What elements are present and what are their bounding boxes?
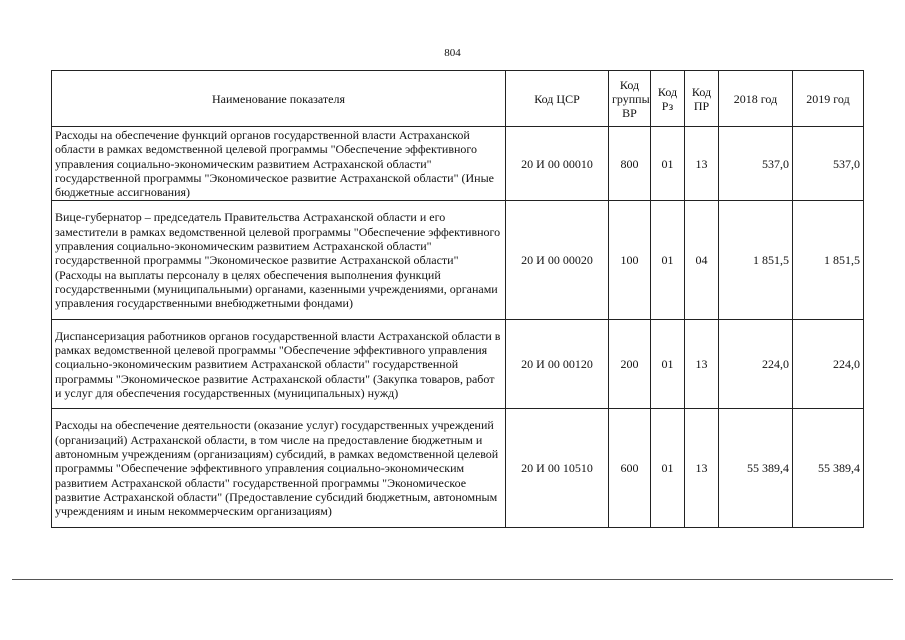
row-name: Вице-губернатор – председатель Правительства Астраханской области и его заместители в рамках ведомственной целевой программы "Обеспечение эффективного управления социально-экономическим развитием Астраханской области" государственной программы "Экономическое развитие Астраханской области" (Расходы на выплаты персоналу в целях обеспечения выполнения функций государственными (муниципальными) органами, казенными учреждениями, органами управления государственными внебюджетными фондами): [52, 201, 506, 320]
header-name: Наименование показателя: [52, 71, 506, 127]
budget-table: [51, 70, 864, 528]
row-csr: 20 И 00 00020: [506, 201, 609, 320]
table-row: [52, 201, 864, 320]
row-rz: 01: [651, 320, 685, 409]
row-pr: 13: [685, 127, 719, 201]
row-name: Расходы на обеспечение деятельности (оказание услуг) государственных учреждений (организаций) Астраханской области, в том числе на предоставление бюджетным и автономным учреждениям (организациям) субсидий, в рамках ведомственной целевой программы "Обеспечение эффективного управления социально-экономическим развитием Астраханской области" государственной программы "Экономическое развитие Астраханской области" (Предоставление субсидий бюджетным, автономным учреждениям и иным некоммерческим организациям): [52, 409, 506, 528]
row-2019: 537,0: [793, 127, 864, 201]
table-row: [52, 409, 864, 528]
row-name: Диспансеризация работников органов государственной власти Астраханской области в рамках ведомственной целевой программы "Обеспечение эффективного управления социально-экономическим развитием Астраханской области" государственной программы "Экономическое развитие Астраханской области" (Закупка товаров, работ и услуг для обеспечения государственных (муниципальных) нужд): [52, 320, 506, 409]
row-pr: 13: [685, 320, 719, 409]
header-2019: 2019 год: [793, 71, 864, 127]
header-rz: Код Рз: [651, 71, 685, 127]
row-2019: 224,0: [793, 320, 864, 409]
header-vr: Код группы ВР: [609, 71, 651, 127]
page-number: 804: [444, 47, 461, 59]
row-2019: 1 851,5: [793, 201, 864, 320]
header-pr: Код ПР: [685, 71, 719, 127]
row-vr: 800: [609, 127, 651, 201]
row-2018: 224,0: [719, 320, 793, 409]
row-vr: 200: [609, 320, 651, 409]
row-csr: 20 И 00 10510: [506, 409, 609, 528]
table-row: [52, 320, 864, 409]
bottom-divider: [12, 579, 893, 580]
row-vr: 600: [609, 409, 651, 528]
row-pr: 04: [685, 201, 719, 320]
row-rz: 01: [651, 201, 685, 320]
row-pr: 13: [685, 409, 719, 528]
header-csr: Код ЦСР: [506, 71, 609, 127]
header-2018: 2018 год: [719, 71, 793, 127]
table-row: [52, 127, 864, 201]
row-csr: 20 И 00 00010: [506, 127, 609, 201]
row-2018: 1 851,5: [719, 201, 793, 320]
row-2018: 55 389,4: [719, 409, 793, 528]
row-2019: 55 389,4: [793, 409, 864, 528]
row-vr: 100: [609, 201, 651, 320]
row-rz: 01: [651, 409, 685, 528]
row-csr: 20 И 00 00120: [506, 320, 609, 409]
row-2018: 537,0: [719, 127, 793, 201]
row-rz: 01: [651, 127, 685, 201]
header-row: [52, 71, 864, 127]
row-name: Расходы на обеспечение функций органов государственной власти Астраханской области в рамках ведомственной целевой программы "Обеспечение эффективного управления социально-экономическим развитием Астраханской области" государственной программы "Экономическое развитие Астраханской области" (Иные бюджетные ассигнования): [52, 127, 506, 201]
